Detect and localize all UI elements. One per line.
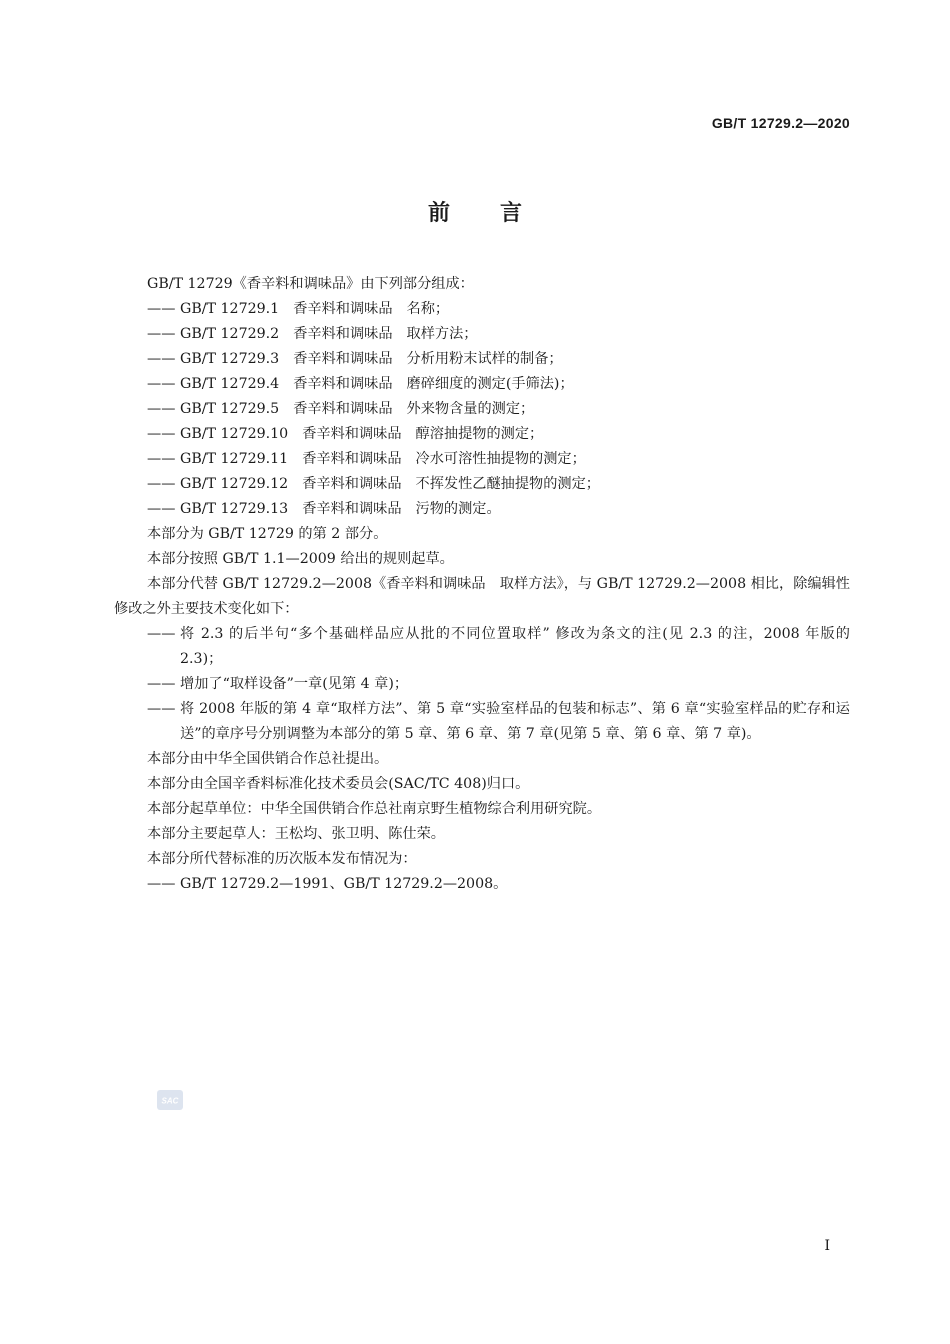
centralized-statement: 本部分由全国辛香料标准化技术委员会(SAC/TC 408)归口。 [147, 776, 530, 792]
part-code: GB/T 12729.1 [180, 301, 280, 317]
dash-marker: —— [147, 351, 176, 367]
part-name: 污物的测定。 [415, 501, 501, 517]
drafters-statement: 本部分主要起草人：王松均、张卫明、陈仕荣。 [147, 826, 445, 842]
statement-rules: 本部分按照 GB/T 1.1—2009 给出的规则起草。 [147, 551, 454, 567]
list-item [114, 297, 850, 322]
dash-marker: —— [147, 451, 176, 467]
part-name: 磨碎细度的测定(手筛法)； [406, 376, 574, 392]
dash-marker: —— [147, 376, 176, 392]
part-series: 香辛料和调味品 [293, 351, 393, 367]
dash-marker: —— [147, 301, 176, 317]
part-code: GB/T 12729.11 [180, 451, 289, 467]
dash-marker: —— [147, 401, 176, 417]
part-name: 不挥发性乙醚抽提物的测定； [415, 476, 600, 492]
list-item [114, 422, 850, 447]
dash-marker: —— [147, 476, 176, 492]
foreword-body [114, 272, 850, 897]
dash-marker: —— [147, 701, 176, 717]
parts-list [114, 297, 850, 522]
change-text: 将 2.3 的后半句“多个基础样品应从批的不同位置取样” 修改为条文的注(见 2.3 的注，2008 年版的 2.3)； [180, 626, 850, 667]
part-series: 香辛料和调味品 [302, 451, 402, 467]
part-name: 取样方法； [406, 326, 478, 342]
changes-list [114, 622, 850, 747]
part-name: 分析用粉末试样的制备； [406, 351, 563, 367]
part-series: 香辛料和调味品 [293, 301, 393, 317]
part-series: 香辛料和调味品 [302, 501, 402, 517]
dash-marker: —— [147, 326, 176, 342]
list-item [114, 447, 850, 472]
list-item [114, 622, 850, 672]
list-item [114, 347, 850, 372]
part-code: GB/T 12729.2 [180, 326, 280, 342]
part-code: GB/T 12729.5 [180, 401, 280, 417]
list-item [114, 497, 850, 522]
history-item [114, 872, 850, 897]
part-series: 香辛料和调味品 [293, 376, 393, 392]
proposer-statement: 本部分由中华全国供销合作总社提出。 [147, 751, 389, 767]
intro-paragraph: GB/T 12729《香辛料和调味品》由下列部分组成： [147, 276, 474, 292]
statement-part: 本部分为 GB/T 12729 的第 2 部分。 [147, 526, 388, 542]
change-text: 将 2008 年版的第 4 章“取样方法”、第 5 章“实验室样品的包装和标志”、第 6 章“实验室样品的贮存和运送”的章序号分别调整为本部分的第 5 章、第 6 章、第 7 章(见第 5 章、第 6 章、第 7 章)。 [180, 701, 850, 742]
statement-replaces: 本部分代替 GB/T 12729.2—2008《香辛料和调味品 取样方法》，与 GB/T 12729.2—2008 相比，除编辑性修改之外主要技术变化如下： [114, 576, 850, 617]
watermark-text: SAC [161, 1096, 179, 1106]
part-code: GB/T 12729.10 [180, 426, 289, 442]
drafting-unit-statement: 本部分起草单位：中华全国供销合作总社南京野生植物综合利用研究院。 [147, 801, 602, 817]
list-item [114, 322, 850, 347]
page-number: I [824, 1238, 830, 1254]
dash-marker: —— [147, 426, 176, 442]
standard-code: GB/T 12729.2—2020 [711, 115, 850, 131]
part-series: 香辛料和调味品 [302, 476, 402, 492]
history-text: GB/T 12729.2—1991、GB/T 12729.2—2008。 [180, 876, 508, 892]
page-title: 前言 [427, 201, 572, 226]
part-code: GB/T 12729.3 [180, 351, 280, 367]
part-name: 名称； [406, 301, 450, 317]
part-code: GB/T 12729.13 [180, 501, 289, 517]
part-code: GB/T 12729.4 [180, 376, 280, 392]
dash-marker: —— [147, 876, 176, 892]
part-series: 香辛料和调味品 [293, 401, 393, 417]
change-text: 增加了“取样设备”一章(见第 4 章)； [180, 676, 409, 692]
list-item [114, 672, 850, 697]
dash-marker: —— [147, 676, 176, 692]
part-name: 醇溶抽提物的测定； [415, 426, 544, 442]
list-item [114, 372, 850, 397]
part-code: GB/T 12729.12 [180, 476, 289, 492]
part-name: 外来物含量的测定； [406, 401, 535, 417]
list-item [114, 472, 850, 497]
sac-watermark-icon [157, 1090, 183, 1110]
part-name: 冷水可溶性抽提物的测定； [415, 451, 586, 467]
history-intro: 本部分所代替标准的历次版本发布情况为： [147, 851, 417, 867]
list-item [114, 697, 850, 747]
list-item [114, 397, 850, 422]
part-series: 香辛料和调味品 [302, 426, 402, 442]
part-series: 香辛料和调味品 [293, 326, 393, 342]
dash-marker: —— [147, 501, 176, 517]
dash-marker: —— [147, 626, 176, 642]
